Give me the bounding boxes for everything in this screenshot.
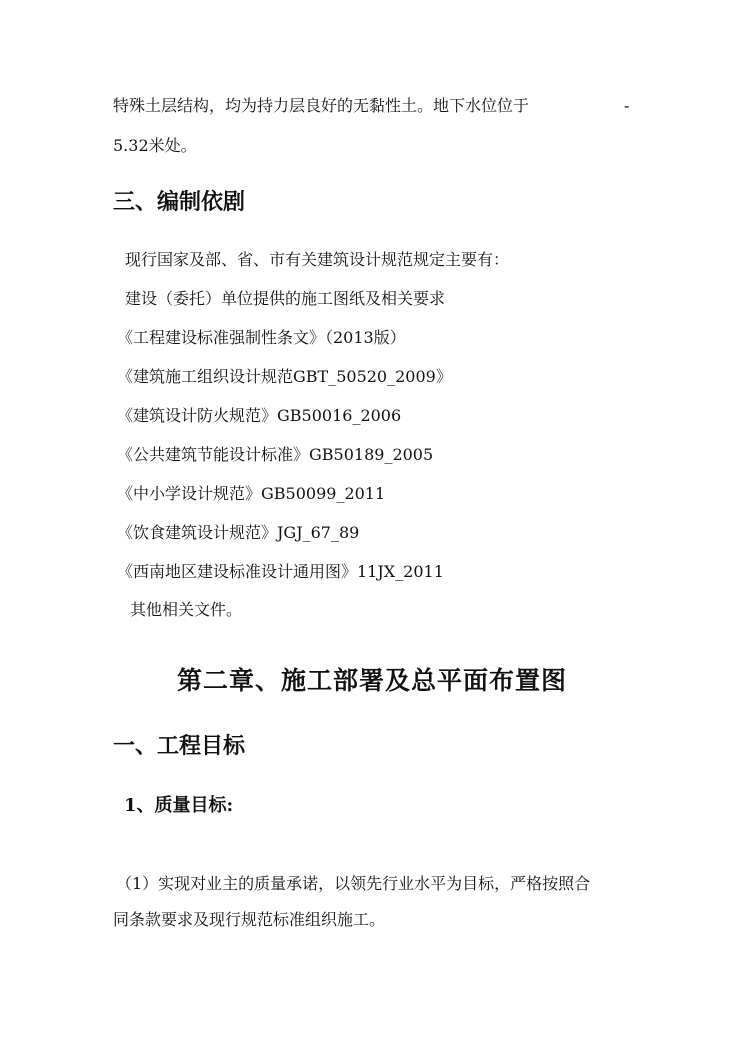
intro-text-line-1: 特殊土层结构，均为持力层良好的无黏性土。地下水位位于	[113, 96, 530, 115]
paragraph-line-2: 同条款要求及现行规范标准组织施工。	[113, 910, 386, 929]
list-item: 《建筑施工组织设计规范GBT_50520_2009》	[117, 367, 452, 386]
chapter-title: 第二章、施工部署及总平面布置图	[176, 666, 567, 695]
section-heading-goals: 一、工程目标	[113, 734, 246, 759]
list-item: 《工程建设标准强制性条文》（2013版）	[117, 328, 406, 347]
list-item: 建设（委托）单位提供的施工图纸及相关要求	[125, 289, 446, 308]
list-item: 《西南地区建设标准设计通用图》11JX_2011	[117, 562, 444, 581]
paragraph-line-1: （1）实现对业主的质量承诺，以领先行业水平为目标，严格按照合	[116, 874, 591, 893]
intro-text-line-2: 5.32米处。	[113, 136, 197, 155]
intro-dash: -	[624, 96, 630, 115]
list-item: 《公共建筑节能设计标准》GB50189_2005	[117, 445, 434, 464]
section-heading-basis: 三、编制依剧	[113, 190, 246, 215]
list-item: 《建筑设计防火规范》GB50016_2006	[117, 406, 402, 425]
list-item: 其他相关文件。	[130, 600, 243, 619]
list-item: 《中小学设计规范》GB50099_2011	[117, 484, 386, 503]
sub-heading-quality: 1、质量目标:	[124, 795, 234, 816]
list-item: 现行国家及部、省、市有关建筑设计规范规定主要有：	[125, 250, 510, 269]
list-item: 《饮食建筑设计规范》JGJ_67_89	[117, 523, 360, 542]
